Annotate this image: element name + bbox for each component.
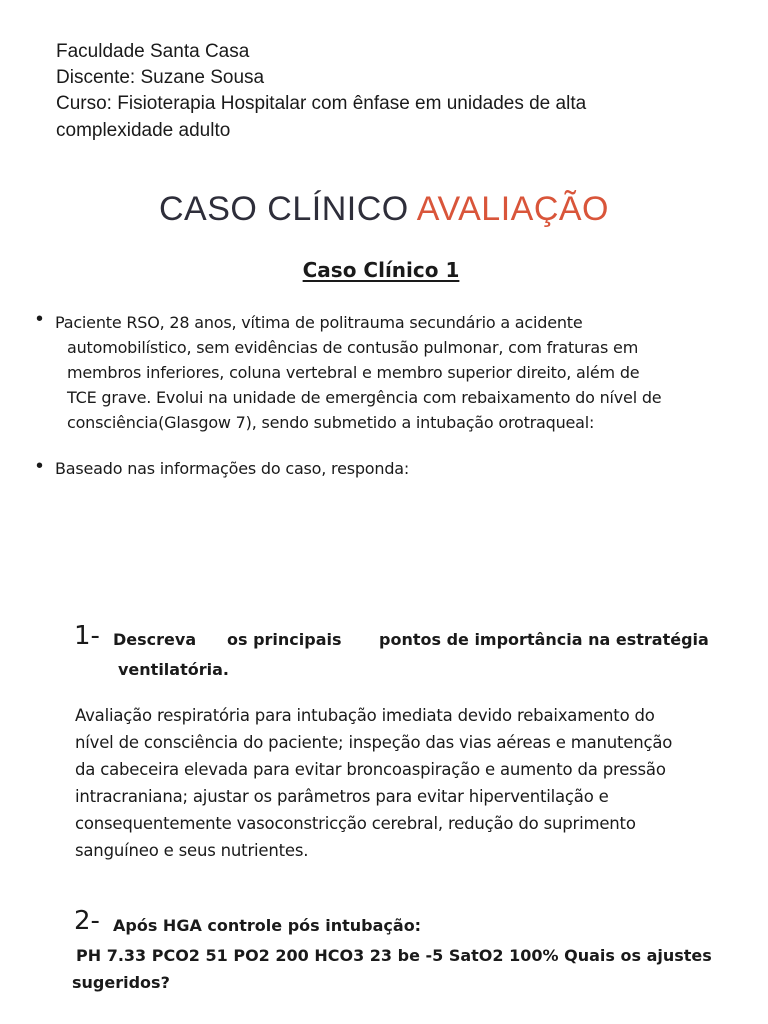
answer1-line-6: sanguíneo e seus nutrientes. bbox=[75, 841, 309, 860]
question2-line-1: Após HGA controle pós intubação: bbox=[113, 916, 422, 935]
course-line-2: complexidade adulto bbox=[56, 120, 231, 141]
answer1-line-5: consequentemente vasoconstricção cerebral, redução do suprimento bbox=[75, 814, 636, 833]
student-name: Discente: Suzane Sousa bbox=[56, 67, 265, 88]
question2-line-2: PH 7.33 PCO2 51 PO2 200 HCO3 23 be -5 SatO2 100% Quais os ajustes bbox=[76, 946, 712, 965]
bullet1-line-2: automobilístico, sem evidências de contusão pulmonar, com fraturas em bbox=[67, 338, 639, 357]
question1-word-3: pontos de importância na estratégia bbox=[379, 630, 709, 649]
bullet1-line-5: consciência(Glasgow 7), sendo submetido a intubação orotraqueal: bbox=[67, 413, 595, 432]
bullet1-line-3: membros inferiores, coluna vertebral e membro superior direito, além de bbox=[67, 363, 640, 382]
institution-name: Faculdade Santa Casa bbox=[56, 41, 250, 62]
case-title: Caso Clínico 1 bbox=[302, 258, 460, 282]
question1-word-2: os principais bbox=[227, 630, 342, 649]
bullet-dot-icon: • bbox=[36, 308, 44, 330]
bullet1-line-4: TCE grave. Evolui na unidade de emergência com rebaixamento do nível de bbox=[67, 388, 662, 407]
answer1-line-3: da cabeceira elevada para evitar broncoaspiração e aumento da pressão bbox=[75, 760, 666, 779]
page-title bbox=[0, 190, 768, 229]
bullet2-text: Baseado nas informações do caso, responda: bbox=[55, 459, 410, 478]
answer1-line-4: intracraniana; ajustar os parâmetros para evitar hiperventilação e bbox=[75, 787, 609, 806]
bullet1-line-1: Paciente RSO, 28 anos, vítima de politrauma secundário a acidente bbox=[55, 313, 583, 332]
bullet-dot-icon: • bbox=[36, 455, 44, 477]
question1-line-2: ventilatória. bbox=[118, 660, 229, 679]
answer1-line-2: nível de consciência do paciente; inspeção das vias aéreas e manutenção bbox=[75, 733, 673, 752]
title-part-1: CASO CLÍNICO bbox=[159, 190, 409, 228]
question1-word-1: Descreva bbox=[113, 630, 197, 649]
question2-line-3: sugeridos? bbox=[72, 973, 170, 992]
answer1-line-1: Avaliação respiratória para intubação imediata devido rebaixamento do bbox=[75, 706, 655, 725]
title-part-2-accent: AVALIAÇÃO bbox=[416, 190, 609, 228]
question1-number: 1- bbox=[74, 621, 100, 651]
course-line-1: Curso: Fisioterapia Hospitalar com ênfase em unidades de alta bbox=[56, 93, 587, 114]
question2-number: 2- bbox=[74, 906, 100, 936]
